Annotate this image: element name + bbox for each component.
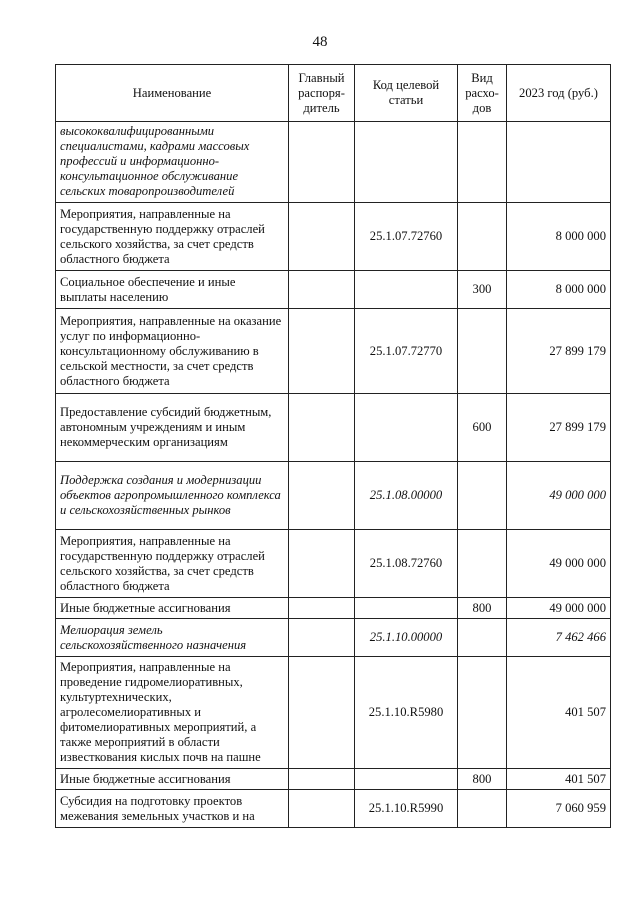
- row-amount: 49 000 000: [507, 530, 611, 598]
- row-amount: 27 899 179: [507, 394, 611, 462]
- header-name: Наименование: [56, 65, 289, 122]
- row-type: 800: [458, 598, 507, 619]
- table-row: [56, 790, 611, 828]
- row-manager: [289, 462, 355, 530]
- row-code: [355, 598, 458, 619]
- row-type: [458, 619, 507, 657]
- row-name: Иные бюджетные ассигнования: [56, 769, 289, 790]
- table-row: [56, 462, 611, 530]
- table-row: [56, 271, 611, 309]
- row-name: Мероприятия, направленные на проведение гидромелиоративных, культуртехнических, агролесомелиоративных и фитомелиоративных мероприятий, а также мероприятий в области известкования кислых почв на пашне: [56, 657, 289, 769]
- table-row: [56, 309, 611, 394]
- table-row: [56, 122, 611, 203]
- row-amount: 27 899 179: [507, 309, 611, 394]
- table-row: [56, 530, 611, 598]
- header-manager: Главный распоря-дитель: [289, 65, 355, 122]
- row-type: [458, 462, 507, 530]
- row-code: 25.1.10.R5990: [355, 790, 458, 828]
- row-amount: 7 462 466: [507, 619, 611, 657]
- table-row: [56, 619, 611, 657]
- table-row: [56, 769, 611, 790]
- row-manager: [289, 619, 355, 657]
- row-name: Мелиорация земель сельскохозяйственного назначения: [56, 619, 289, 657]
- row-type: 300: [458, 271, 507, 309]
- row-type: [458, 203, 507, 271]
- row-manager: [289, 271, 355, 309]
- row-manager: [289, 769, 355, 790]
- row-code: [355, 394, 458, 462]
- row-code: 25.1.08.00000: [355, 462, 458, 530]
- row-amount: 401 507: [507, 657, 611, 769]
- table-row: [56, 598, 611, 619]
- row-manager: [289, 394, 355, 462]
- row-manager: [289, 657, 355, 769]
- page-number: 48: [312, 34, 328, 50]
- row-amount: 49 000 000: [507, 462, 611, 530]
- row-code: [355, 122, 458, 203]
- row-code: 25.1.07.72760: [355, 203, 458, 271]
- table-row: [56, 203, 611, 271]
- header-amount: 2023 год (руб.): [507, 65, 611, 122]
- row-name: Мероприятия, направленные на государственную поддержку отраслей сельского хозяйства, за счет средств областного бюджета: [56, 203, 289, 271]
- row-amount: 7 060 959: [507, 790, 611, 828]
- table-header-row: [56, 65, 611, 122]
- row-manager: [289, 203, 355, 271]
- row-amount: [507, 122, 611, 203]
- row-amount: 401 507: [507, 769, 611, 790]
- row-type: [458, 657, 507, 769]
- row-type: 600: [458, 394, 507, 462]
- row-amount: 49 000 000: [507, 598, 611, 619]
- row-type: [458, 122, 507, 203]
- row-code: [355, 769, 458, 790]
- row-manager: [289, 790, 355, 828]
- row-manager: [289, 598, 355, 619]
- row-code: 25.1.10.R5980: [355, 657, 458, 769]
- row-name: Предоставление субсидий бюджетным, автономным учреждениям и иным некоммерческим организациям: [56, 394, 289, 462]
- header-code: Код целевой статьи: [355, 65, 458, 122]
- row-type: [458, 790, 507, 828]
- row-amount: 8 000 000: [507, 271, 611, 309]
- table-row: [56, 657, 611, 769]
- row-name: Социальное обеспечение и иные выплаты населению: [56, 271, 289, 309]
- row-manager: [289, 530, 355, 598]
- row-name: Субсидия на подготовку проектов межевания земельных участков и на: [56, 790, 289, 828]
- budget-table: [55, 64, 611, 828]
- row-name: Иные бюджетные ассигнования: [56, 598, 289, 619]
- row-code: 25.1.10.00000: [355, 619, 458, 657]
- row-name: Мероприятия, направленные на оказание услуг по информационно-консультационному обслуживанию в сельской местности, за счет средств областного бюджета: [56, 309, 289, 394]
- row-name: высококвалифицированными специалистами, кадрами массовых профессий и информационно-консультационное обслуживание сельских товаропроизводителей: [56, 122, 289, 203]
- row-type: 800: [458, 769, 507, 790]
- row-code: [355, 271, 458, 309]
- row-name: Поддержка создания и модернизации объектов агропромышленного комплекса и сельскохозяйственных рынков: [56, 462, 289, 530]
- header-type: Вид расхо-дов: [458, 65, 507, 122]
- row-code: 25.1.07.72770: [355, 309, 458, 394]
- row-type: [458, 309, 507, 394]
- row-name: Мероприятия, направленные на государственную поддержку отраслей сельского хозяйства, за счет средств областного бюджета: [56, 530, 289, 598]
- row-amount: 8 000 000: [507, 203, 611, 271]
- row-type: [458, 530, 507, 598]
- row-code: 25.1.08.72760: [355, 530, 458, 598]
- table-row: [56, 394, 611, 462]
- row-manager: [289, 122, 355, 203]
- row-manager: [289, 309, 355, 394]
